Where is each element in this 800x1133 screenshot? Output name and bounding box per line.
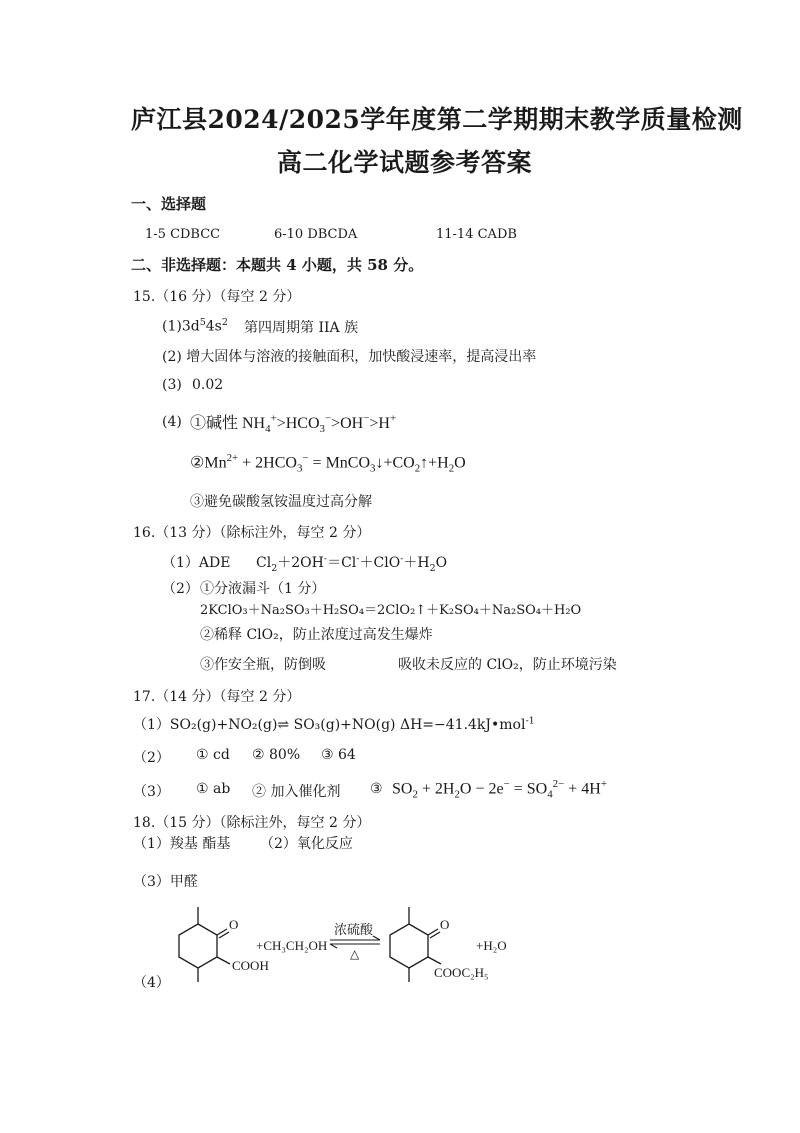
heat-label: △ (350, 947, 360, 961)
q18-a1: （1）羧基 酯基 (133, 836, 231, 852)
q15-a1-period: 第四周期第 IIA 族 (244, 320, 359, 336)
water-byproduct: +H₂O (476, 938, 507, 953)
q18-a4-number: （4） (133, 975, 170, 991)
q16-a2-3a: ③作安全瓶，防倒吸 (200, 657, 326, 673)
mc-answers-1-5: 1-5 CDBCC (145, 227, 221, 242)
q16-a1-equation: $Cl_2+2OH^-=Cl^-+ClO^-+H_2O$ (256, 553, 448, 574)
q16-header: 16.（13 分）（除标注外，每空 2 分） (133, 525, 371, 541)
q15-a2: (2) 增大固体与溶液的接触面积，加快酸浸速率，提高浸出率 (162, 349, 537, 365)
ethanol-reagent: +CH₃CH₂OH (256, 938, 328, 953)
q16-a2-1: ①分液漏斗（1 分） (200, 581, 326, 597)
q15-a4-number: (4) (162, 414, 182, 430)
q15-header: 15.（16 分）（每空 2 分） (133, 289, 301, 305)
q17-a3-number: （3） (133, 784, 170, 800)
reactant-cooh-label: COOH (232, 958, 269, 973)
q17-a3-3: ③ (370, 781, 383, 797)
q17-a2-number: （2） (133, 750, 170, 766)
document-title-line1: 庐江县2024/2025学年度第二学期期末教学质量检测 (131, 105, 743, 134)
q17-header: 17.（14 分）（每空 2 分） (133, 689, 301, 705)
q17-a2-2: ② 80% (252, 747, 301, 763)
q16-a1-answer: （1）ADE (162, 555, 231, 571)
product-oxygen: O (440, 917, 450, 932)
q18-a2: （2）氧化反应 (260, 836, 353, 852)
section1-heading: 一、选择题 (131, 195, 207, 213)
forward-arrow-head (373, 936, 380, 940)
q16-a2-3b: 吸收未反应的 ClO₂，防止环境污染 (398, 657, 617, 673)
document-title-line2: 高二化学试题参考答案 (277, 148, 533, 177)
product-ester-label: COOC₂H₅ (434, 965, 489, 980)
esterification-scheme (150, 898, 550, 988)
q17-a2-1: ① cd (196, 747, 230, 763)
reactant-structure (179, 907, 230, 982)
product-ring (390, 924, 428, 968)
q15-a4-2-ionic-equation: $②Mn^{2+} + 2HCO_3^-$ = $MnCO_3↓+CO_2↑+H_2O$ (190, 452, 466, 475)
mc-answers-11-14: 11-14 CADB (436, 227, 517, 242)
q17-a3-1: ① ab (196, 781, 231, 797)
reverse-arrow-head (330, 944, 337, 948)
q15-a1-config: $(1)3d^54s^2$ (162, 317, 228, 335)
q16-a2-2: ②稀释 ClO₂，防止浓度过高发生爆炸 (200, 627, 433, 643)
q17-a3-electrode-equation: $SO_2 + 2H_2O - 2e^- = SO_4^{2-} + 4H^+$ (392, 778, 607, 801)
q15-a3-value: 0.02 (192, 377, 224, 393)
q17-a2-3: ③ 64 (321, 747, 356, 763)
section2-heading: 二、非选择题：本题共 4 小题，共 58 分。 (131, 256, 424, 274)
q17-a3-2: ② 加入催化剂 (252, 784, 341, 800)
reactant-ring (179, 924, 217, 968)
catalyst-label: 浓硫酸 (334, 922, 374, 937)
q17-a1-equation: （1）SO₂(g)+NO₂(g)⇌ SO₃(g)+NO(g) ΔH=−41.4kJ•mol$^{-1}$ (133, 715, 535, 733)
mc-answers-6-10: 6-10 DBCDA (274, 227, 358, 242)
reactant-oxygen: O (229, 917, 239, 932)
q15-a4-1-basicity-order: ①碱性 $NH_4^+>HCO_3^->OH^->H^+$ (190, 412, 397, 436)
q15-a4-3: ③避免碳酸氢铵温度过高分解 (190, 494, 372, 510)
q16-a2-equation: 2KClO₃＋Na₂SO₃＋H₂SO₄＝2ClO₂↑＋K₂SO₄＋Na₂SO₄＋H₂O (200, 603, 582, 618)
q18-header: 18.（15 分）（除标注外，每空 2 分） (133, 815, 371, 831)
reactant-carboxyl-bond (217, 957, 230, 964)
q18-a3: （3）甲醛 (133, 874, 198, 890)
product-ester-bond (428, 957, 441, 964)
q16-a2-number: （2） (162, 581, 199, 597)
q15-a3-number: (3) (162, 377, 182, 393)
